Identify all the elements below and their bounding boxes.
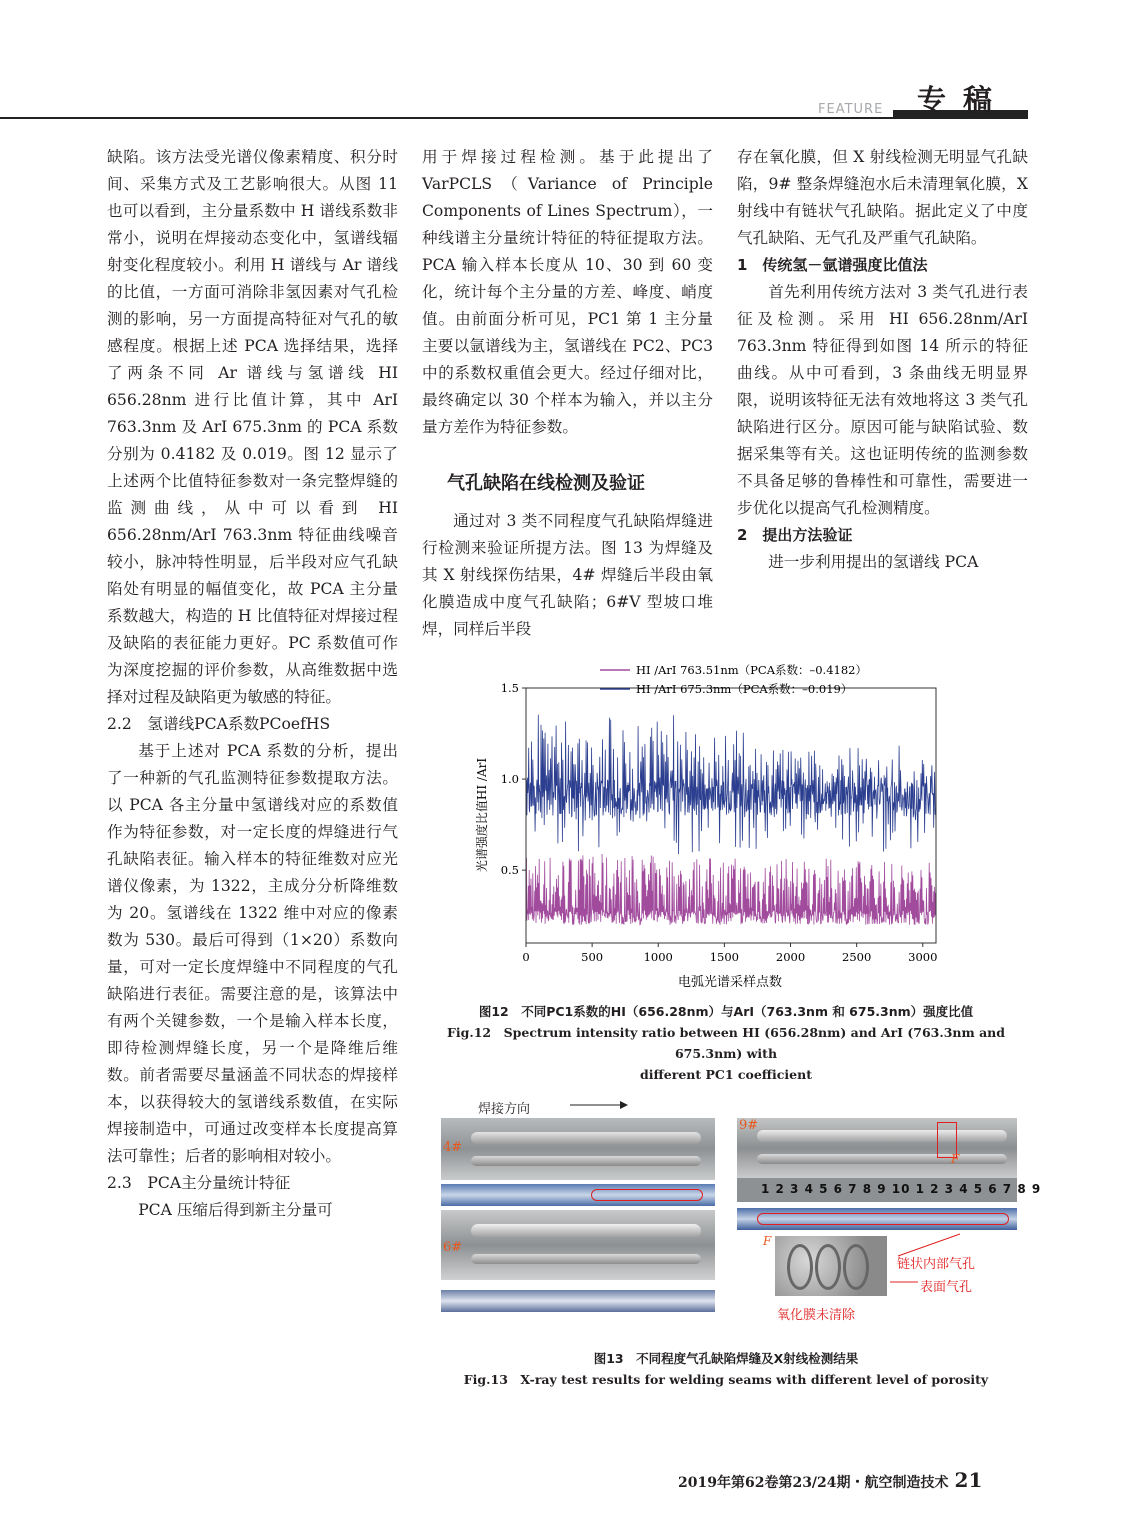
col2-paragraph-2: 通过对 3 类不同程度气孔缺陷焊缝进行检测来验证所提方法。图 13 为焊缝及其 X 射线探伤结果，4# 焊缝后半段由氧化膜造成中度气孔缺陷；6#V 型坡口堆焊，同样后半段 [422, 512, 713, 638]
weld-photo-9 [737, 1118, 1017, 1178]
weld-label-f-2: F [763, 1234, 772, 1248]
subsection-2-heading: 2 提出方法验证 [737, 526, 853, 544]
col3-paragraph-1: 存在氧化膜，但 X 射线检测无明显气孔缺陷，9# 整条焊缝泡水后未清理氧化膜，X 射线中有链状气孔缺陷。据此定义了中度气孔缺陷、无气孔及严重气孔缺陷。 [737, 148, 1028, 247]
col2-paragraph-1: 用于焊接过程检测。基于此提出了 VarPCLS（Variance of Principle Components of Lines Spectrum），一种线谱主分量统计特征的特征提取方法。PCA 输入样本长度从 10、30 到 60 变化，统计每个主分量的方差、峰度、峭度值。由前面分析可见，PC1 第 1 主分量主要以氩谱线为主，氢谱线在 PC2、PC3 中的系数权重值会更大。经过仔细对比，最终确定以 30 个样本为输入，并以主分量方差作为特征参数。 [422, 148, 713, 436]
weld-photo-6 [441, 1210, 715, 1280]
annotation-oxide-film: 氧化膜未清除 [777, 1308, 856, 1323]
y-tick-label: 0.5 [500, 863, 519, 878]
annotation-chain-pores: 链状内部气孔 [897, 1257, 976, 1272]
y-tick-label: 1.5 [500, 681, 519, 695]
xray-image-6 [441, 1290, 715, 1312]
subsection-1-heading: 1 传统氢－氩谱强度比值法 [737, 256, 928, 274]
column-2-lower [422, 508, 713, 643]
x-tick-label: 2500 [842, 950, 872, 964]
x-tick-label: 3000 [908, 950, 938, 964]
header-feature-label: FEATURE [818, 102, 884, 117]
weld-photo-4 [441, 1118, 715, 1180]
weld-label-f-1: F [951, 1152, 960, 1166]
weld-detail-closeup [775, 1236, 887, 1296]
col1-paragraph-1: 缺陷。该方法受光谱仪像素精度、积分时间、采集方式及工艺影响很大。从图 11 也可以看到，主分量系数中 H 谱线系数非常小，说明在焊接动态变化中，氢谱线辐射变化程度较小。利用 H 谱线与 Ar 谱线的比值，一方面可消除非氢因素对气孔检测的影响，另一方面提高特征对气孔的敏感程度。根据上述 PCA 选择结果，选择了两条不同 Ar 谱线与氢谱线 HI 656.28nm 进行比值计算，其中 ArI 763.3nm 及 ArI 675.3nm 的 PCA 系数分别为 0.4182 及 0.019。图 12 显示了上述两个比值特征参数对一条完整焊缝的监测曲线，从中可以看到 HI 656.28nm/ArI 763.3nm 特征曲线噪音较小，脉冲特性明显，后半段对应气孔缺陷处有明显的幅值变化，故 PCA 主分量系数越大，构造的 H 比值特征对焊接过程及缺陷的表征能力更好。PC 系数值可作为深度挖掘的评价参数，从高维数据中选择对过程及缺陷更为敏感的特征。 [107, 148, 398, 706]
figure-12-caption-cn: 图12 不同PC1系数的HI（656.28nm）与ArI（763.3nm 和 675.3nm）强度比值 [478, 1004, 974, 1019]
column-3 [737, 144, 1028, 576]
header-rule [0, 117, 1028, 119]
xray-image-4 [441, 1184, 715, 1206]
subsection-2-2-heading: 2.2 氢谱线PCA系数PCoefHS [107, 715, 331, 733]
col1-paragraph-3: PCA 压缩后得到新主分量可 [138, 1201, 333, 1219]
x-tick-label: 500 [581, 950, 604, 964]
weld-label-4: 4# [443, 1140, 463, 1155]
column-1 [107, 144, 398, 1224]
page-number: 21 [954, 1468, 983, 1492]
col3-paragraph-3: 进一步利用提出的氢谱线 PCA [768, 553, 979, 571]
figure-13-caption-en: Fig.13 X-ray test results for welding seams with different level of porosity [463, 1372, 989, 1387]
series-line-1 [526, 854, 936, 925]
figure-13-caption [420, 1348, 1032, 1390]
journal-info: 2019年第62卷第23/24期・航空制造技术 [678, 1475, 949, 1491]
xray-image-9 [737, 1208, 1017, 1230]
measuring-ruler [737, 1178, 1042, 1202]
x-tick-label: 1000 [643, 950, 673, 964]
weld-label-6: 6# [443, 1240, 463, 1255]
header-section-title: 专稿 [917, 83, 1010, 117]
figure-12-caption [420, 1001, 1032, 1085]
x-axis-label: 电弧光谱采样点数 [677, 975, 783, 990]
subsection-2-3-heading: 2.3 PCA主分量统计特征 [107, 1174, 291, 1192]
welding-direction-label: 焊接方向 [478, 1102, 531, 1117]
figure-13-caption-cn: 图13 不同程度气孔缺陷焊缝及X射线检测结果 [593, 1351, 859, 1366]
series-line-2 [526, 715, 936, 854]
ruler-numbers: 1 2 3 4 5 6 7 8 9 10 1 2 3 4 5 6 7 8 9 [761, 1182, 1042, 1196]
figure-12-chart [470, 660, 950, 990]
x-tick-label: 2000 [775, 950, 806, 964]
section-heading: 气孔缺陷在线检测及验证 [447, 473, 645, 494]
col1-paragraph-2: 基于上述对 PCA 系数的分析，提出了一种新的气孔监测特征参数提取方法。以 PCA 各主分量中氢谱线对应的系数值作为特征参数，对一定长度的焊缝进行气孔缺陷表征。输入样本的特征维数对应光谱仪像素，为 1322，主成分分析降维数为 20。氢谱线在 1322 维中对应的像素数为 530。最后可得到（1×20）系数向量，可对一定长度焊缝中不同程度的气孔缺陷进行表征。需要注意的是，该算法中有两个关键参数，一个是输入样本长度，即待检测焊缝长度，另一个是降维后维数。前者需要尽量涵盖不同状态的焊接样本，以获得较大的氢谱线系数值，在实际焊接制造中，可通过改变样本长度提高算法可靠性；后者的影响相对较小。 [107, 742, 398, 1165]
y-axis-label: 光谱强度比值HI /ArI [475, 757, 489, 873]
weld-label-9: 9# [739, 1118, 759, 1133]
legend-entry-1: HI /ArI 763.51nm（PCA系数：–0.4182） [636, 663, 867, 677]
welding-direction-arrow [570, 1100, 630, 1110]
y-tick-label: 1.0 [500, 772, 519, 787]
legend-entry-2: HI /ArI 675.3nm（PCA系数：–0.019） [636, 682, 853, 696]
x-tick-label: 0 [522, 950, 530, 964]
annotation-surface-pores: 表面气孔 [920, 1280, 973, 1295]
col3-paragraph-2: 首先利用传统方法对 3 类气孔进行表征及检测。采用 HI 656.28nm/ArI 763.3nm 特征得到如图 14 所示的特征曲线。从中可看到，3 条曲线无明显界限，说明该特征无法有效地将这 3 类气孔缺陷进行区分。原因可能与缺陷试验、数据采集等有关。这也证明传统的监测参数不具备足够的鲁棒性和可靠性，需要进一步优化以提高气孔检测精度。 [737, 283, 1028, 517]
figure-12-caption-en-1: Fig.12 Spectrum intensity ratio between HI (656.28nm) and ArI (763.3nm and 675.3nm) with [446, 1025, 1006, 1061]
column-2 [422, 144, 713, 441]
figure-12-caption-en-2: different PC1 coefficient [640, 1067, 812, 1082]
x-tick-label: 1500 [709, 950, 740, 964]
page-footer [678, 1468, 982, 1492]
